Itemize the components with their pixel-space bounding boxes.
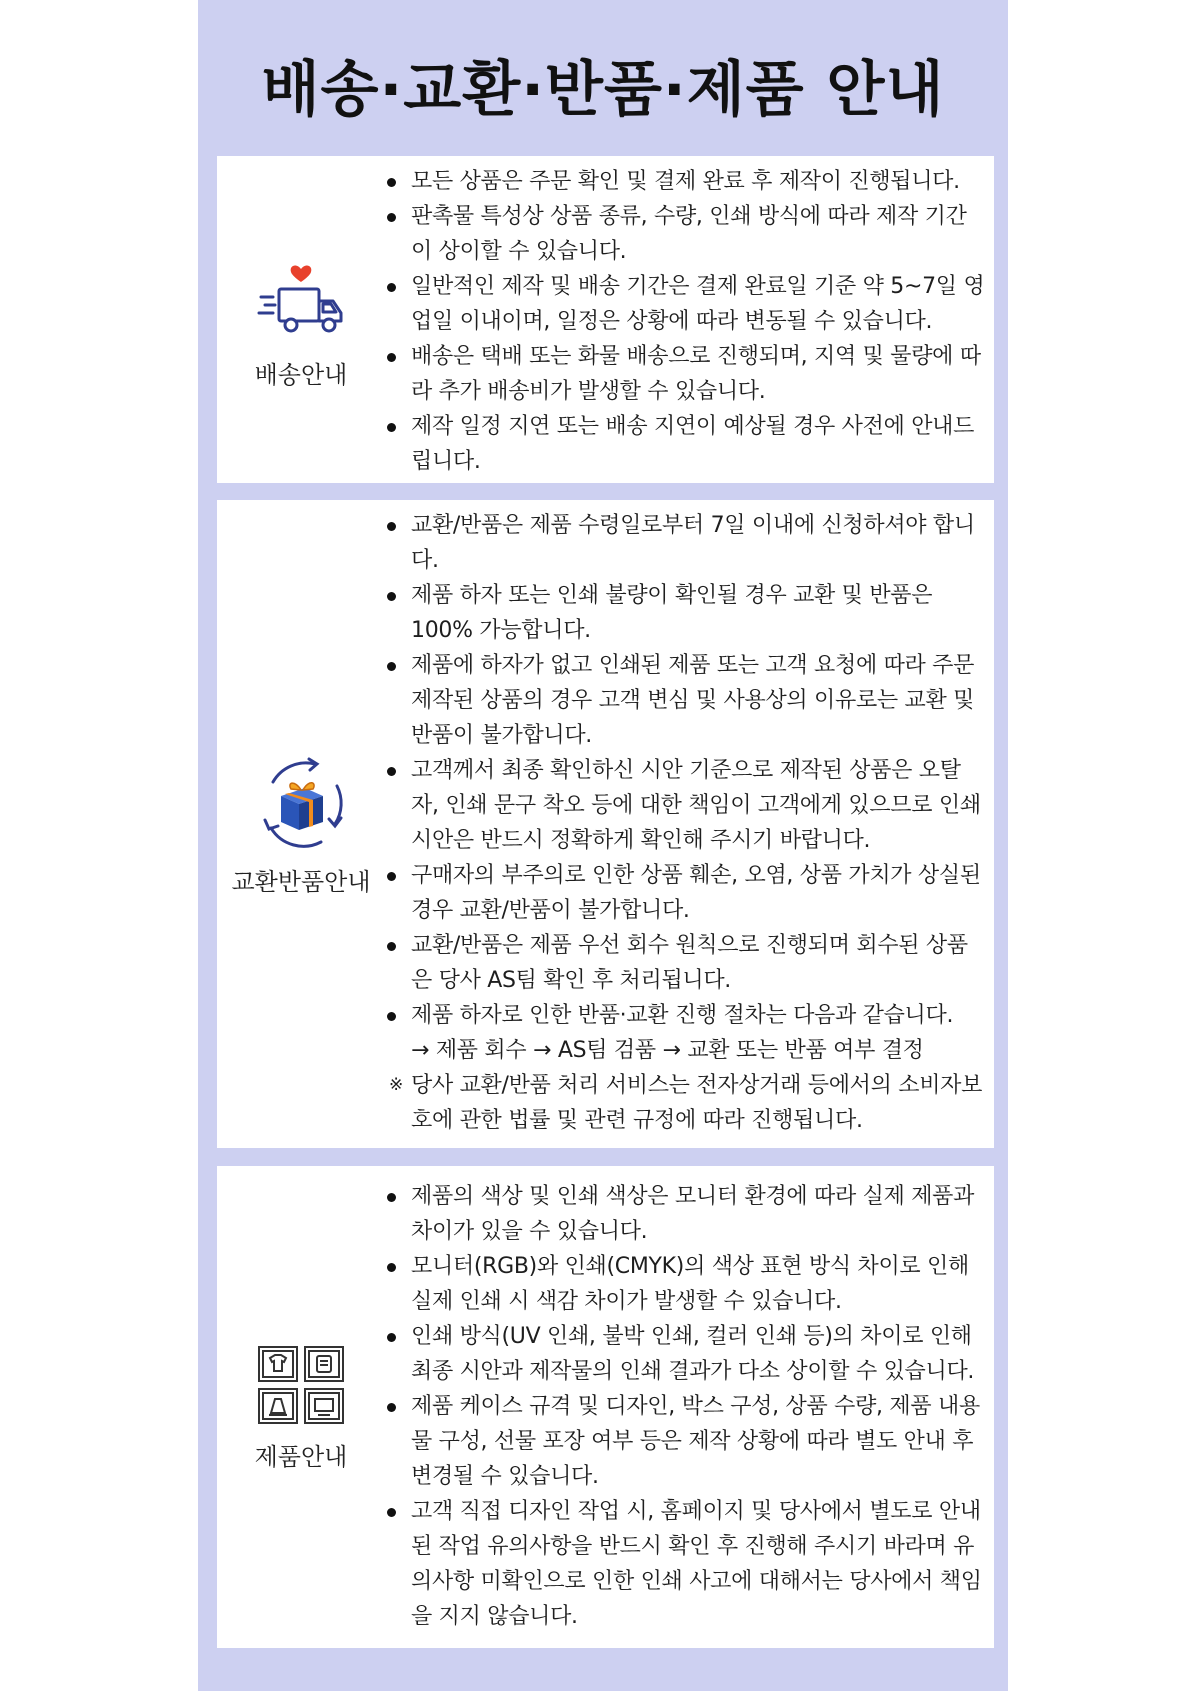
list-item: 고객 직접 디자인 작업 시, 홈페이지 및 당사에서 별도로 안내된 작업 유의사항을 반드시 확인 후 진행해 주시기 바라며 유의사항 미확인으로 인한 인쇄 사고에 대해서는 당사에서 책임을 지지 않습니다. bbox=[385, 1494, 985, 1634]
list-item: 구매자의 부주의로 인한 상품 훼손, 오염, 상품 가치가 상실된 경우 교환/반품이 불가합니다. bbox=[385, 858, 985, 928]
list-item: 인쇄 방식(UV 인쇄, 불박 인쇄, 컬러 인쇄 등)의 차이로 인해 최종 시안과 제작물의 인쇄 결과가 다소 상이할 수 있습니다. bbox=[385, 1319, 985, 1389]
list-item: 모든 상품은 주문 확인 및 결제 완료 후 제작이 진행됩니다. bbox=[385, 164, 985, 199]
list-item: 배송은 택배 또는 화물 배송으로 진행되며, 지역 및 물량에 따라 추가 배송비가 발생할 수 있습니다. bbox=[385, 339, 985, 409]
list-item: 제품 하자로 인한 반품·교환 진행 절차는 다음과 같습니다. → 제품 회수 → AS팀 검품 → 교환 또는 반품 여부 결정 bbox=[385, 998, 985, 1068]
gift-exchange-cycle-icon bbox=[251, 752, 351, 856]
legal-note: ※ 당사 교환/반품 처리 서비스는 전자상거래 등에서의 소비자보호에 관한 법률 및 관련 규정에 따라 진행됩니다. bbox=[385, 1068, 985, 1138]
notice-panel bbox=[198, 0, 1008, 1691]
page-title: 배송·교환·반품·제품 안내 bbox=[261, 55, 945, 125]
list-item: 판촉물 특성상 상품 종류, 수량, 인쇄 방식에 따라 제작 기간이 상이할 수 있습니다. bbox=[385, 199, 985, 269]
product-label: 제품안내 bbox=[254, 1442, 348, 1471]
list-item: 고객께서 최종 확인하신 시안 기준으로 제작된 상품은 오탈자, 인쇄 문구 착오 등에 대한 책임이 고객에게 있으므로 인쇄 시안은 반드시 정확하게 확인해 주시기 바랍니다. bbox=[385, 753, 985, 858]
product-icon-column bbox=[217, 1166, 385, 1648]
list-item: 제작 일정 지연 또는 배송 지연이 예상될 경우 사전에 안내드립니다. bbox=[385, 409, 985, 479]
exchange-label: 교환반품안내 bbox=[231, 867, 371, 896]
list-item: 교환/반품은 제품 수령일로부터 7일 이내에 신청하셔야 합니다. bbox=[385, 508, 985, 578]
product-list bbox=[385, 1179, 985, 1634]
list-item: 제품 하자 또는 인쇄 불량이 확인될 경우 교환 및 반품은 100% 가능합니다. bbox=[385, 578, 985, 648]
exchange-icon-column bbox=[217, 500, 385, 1148]
product-section bbox=[217, 1166, 994, 1648]
exchange-list bbox=[385, 508, 985, 1138]
list-item: 제품 케이스 규격 및 디자인, 박스 구성, 상품 수량, 제품 내용물 구성, 선물 포장 여부 등은 제작 상황에 따라 별도 안내 후 변경될 수 있습니다. bbox=[385, 1389, 985, 1494]
list-item: 제품의 색상 및 인쇄 색상은 모니터 환경에 따라 실제 제품과 차이가 있을 수 있습니다. bbox=[385, 1179, 985, 1249]
delivery-truck-heart-icon bbox=[253, 249, 349, 349]
list-item: 일반적인 제작 및 배송 기간은 결제 완료일 기준 약 5~7일 영업일 이내이며, 일정은 상황에 따라 변동될 수 있습니다. bbox=[385, 269, 985, 339]
delivery-label: 배송안내 bbox=[254, 361, 348, 389]
list-item: 제품에 하자가 없고 인쇄된 제품 또는 고객 요청에 따라 주문 제작된 상품의 경우 고객 변심 및 사용상의 이유로는 교환 및 반품이 불가합니다. bbox=[385, 648, 985, 753]
delivery-list bbox=[385, 164, 985, 479]
note-mark: ※ bbox=[389, 1075, 403, 1095]
delivery-section bbox=[217, 156, 994, 483]
list-item: 모니터(RGB)와 인쇄(CMYK)의 색상 표현 방식 차이로 인해 실제 인쇄 시 색감 차이가 발생할 수 있습니다. bbox=[385, 1249, 985, 1319]
exchange-process-steps: → 제품 회수 → AS팀 검품 → 교환 또는 반품 여부 결정 bbox=[411, 1038, 924, 1063]
delivery-icon-column bbox=[217, 156, 385, 483]
exchange-section bbox=[217, 500, 994, 1148]
product-grid-icon bbox=[255, 1343, 347, 1431]
list-item: 교환/반품은 제품 우선 회수 원칙으로 진행되며 회수된 상품은 당사 AS팀 확인 후 처리됩니다. bbox=[385, 928, 985, 998]
